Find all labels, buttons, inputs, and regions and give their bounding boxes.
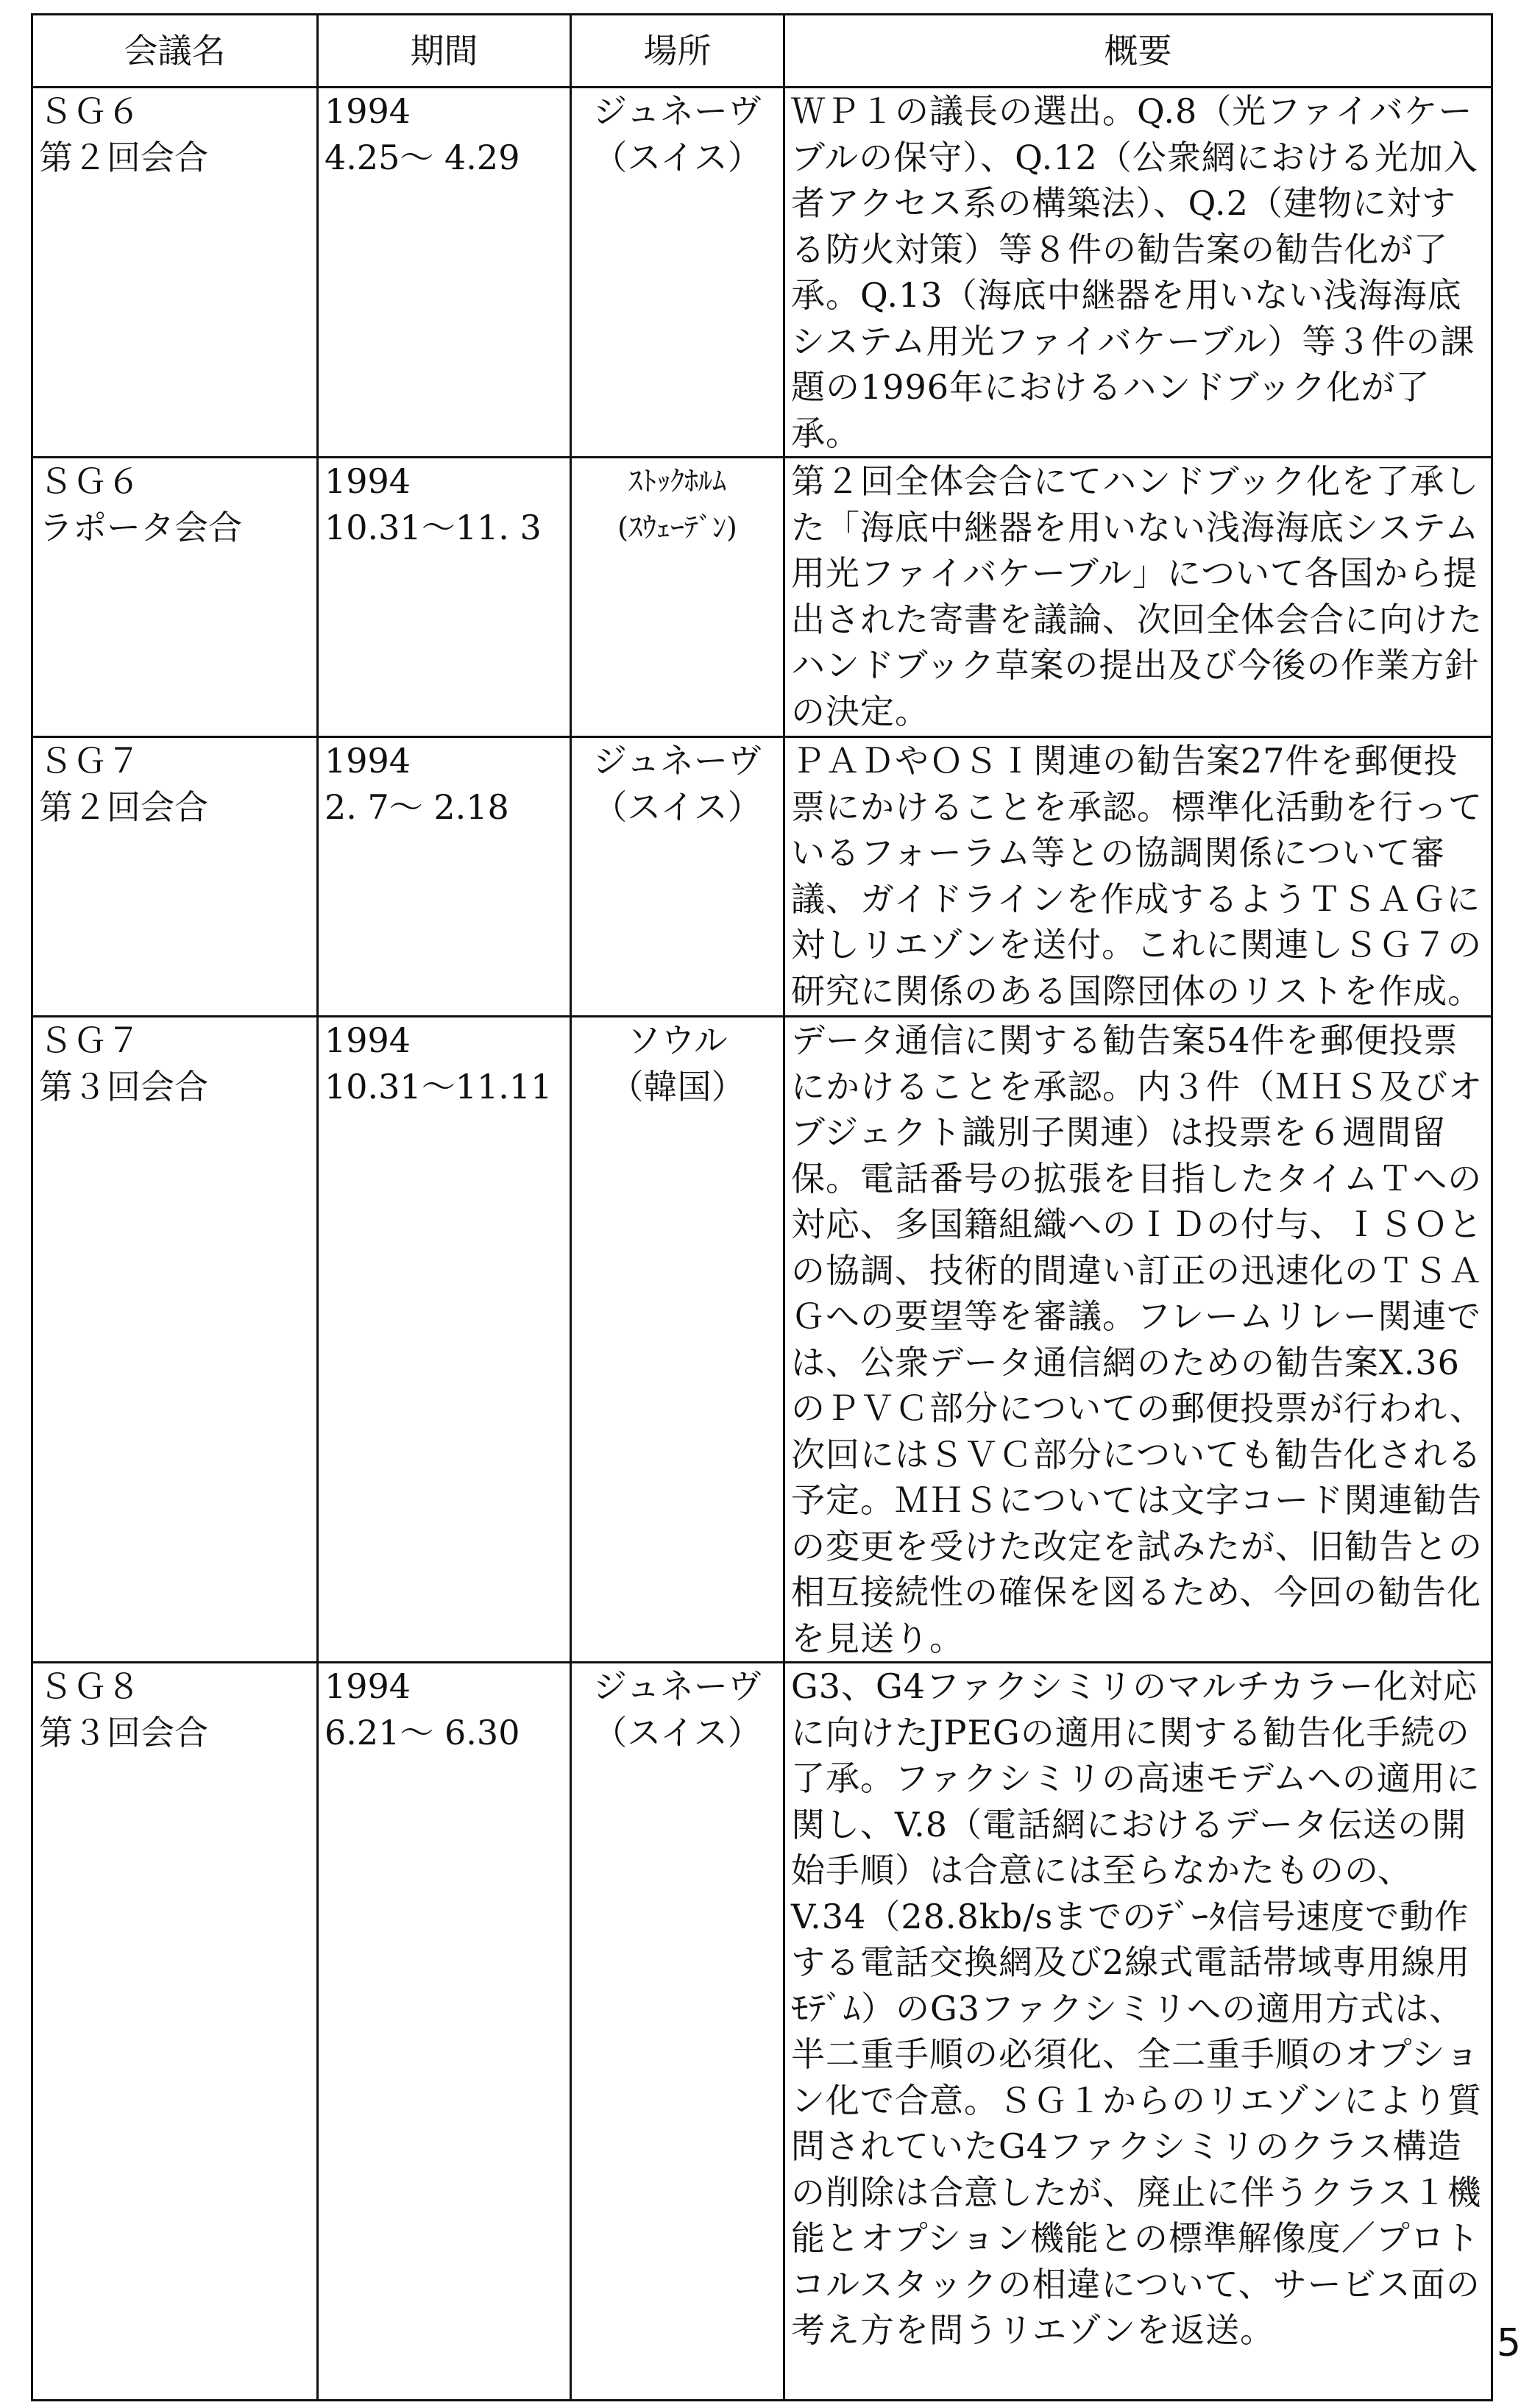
header-row (32, 15, 1492, 88)
meeting-period: 1994 10.31～11.11 (318, 1017, 571, 1663)
meeting-place: ジュネーヴ （スイス） (571, 1663, 784, 2401)
meeting-period: 1994 2. 7～ 2.18 (318, 737, 571, 1017)
meeting-summary: ＰＡＤやＯＳＩ関連の勧告案27件を郵便投票にかけることを承認。標準化活動を行っているフォーラム等との協調関係について審議、ガイドラインを作成するようＴＳＡＧに対しリエゾンを送付。これに関連しＳＧ７の研究に関係のある国際団体のリストを作成。 (784, 737, 1492, 1017)
page-number: 5 (1496, 2321, 1521, 2365)
meeting-name: ＳＧ７ 第２回会合 (32, 737, 318, 1017)
header-meeting-name: 会議名 (32, 15, 318, 88)
header-summary: 概要 (784, 15, 1492, 88)
meeting-place: ジュネーヴ （スイス） (571, 737, 784, 1017)
meeting-name: ＳＧ７ 第３回会合 (32, 1017, 318, 1663)
meeting-name: ＳＧ６ 第２回会合 (32, 88, 318, 458)
meeting-place: ソウル （韓国） (571, 1017, 784, 1663)
meeting-period: 1994 10.31～11. 3 (318, 458, 571, 737)
meetings-table (31, 13, 1493, 2401)
table-row (32, 88, 1492, 458)
table-row (32, 737, 1492, 1017)
meeting-summary: 第２回全体会合にてハンドブック化を了承した「海底中継器を用いない浅海海底システム用光ファイバケーブル」について各国から提出された寄書を議論、次回全体会合に向けたハンドブック草案の提出及び今後の作業方針の決定。 (784, 458, 1492, 737)
meeting-summary: G3、G4ファクシミリのマルチカラー化対応に向けたJPEGの適用に関する勧告化手続の了承。ファクシミリの高速モデムへの適用に関し、V.8（電話網におけるデータ伝送の開始手順）は合意には至らなかたものの、V.34（28.8kb/sまでのﾃﾞｰﾀ信号速度で動作する電話交換網及び2線式電話帯域専用線用ﾓﾃﾞﾑ）のG3ファクシミリへの適用方式は、半二重手順の必須化、全二重手順のオプション化で合意。ＳＧ１からのリエゾンにより質問されていたG4ファクシミリのクラス構造の削除は合意したが、廃止に伴うクラス１機能とオプション機能との標準解像度／プロトコルスタックの相違について、サービス面の考え方を問うリエゾンを返送。 (784, 1663, 1492, 2401)
meeting-period: 1994 4.25～ 4.29 (318, 88, 571, 458)
meeting-name: ＳＧ６ ラポータ会合 (32, 458, 318, 737)
meeting-summary: ＷＰ１の議長の選出。Q.8（光ファイバケーブルの保守）、Q.12（公衆網における光加入者アクセス系の構築法）、Q.2（建物に対する防火対策）等８件の勧告案の勧告化が了承。Q.13（海底中継器を用いない浅海海底システム用光ファイバケーブル）等３件の課題の1996年におけるハンドブック化が了承。 (784, 88, 1492, 458)
table-row (32, 1017, 1492, 1663)
header-period: 期間 (318, 15, 571, 88)
meeting-place: ｽﾄｯｸﾎﾙﾑ (ｽｳｪｰﾃﾞﾝ) (571, 458, 784, 737)
meeting-name: ＳＧ８ 第３回会合 (32, 1663, 318, 2401)
table-row (32, 1663, 1492, 2401)
meeting-period: 1994 6.21～ 6.30 (318, 1663, 571, 2401)
table-row (32, 458, 1492, 737)
meeting-summary: データ通信に関する勧告案54件を郵便投票にかけることを承認。内３件（ＭＨＳ及びオブジェクト識別子関連）は投票を６週間留保。電話番号の拡張を目指したタイムＴへの対応、多国籍組織へのＩＤの付与、ＩＳＯとの協調、技術的間違い訂正の迅速化のＴＳＡＧへの要望等を審議。フレームリレー関連では、公衆データ通信網のための勧告案X.36のＰＶＣ部分についての郵便投票が行われ、次回にはＳＶＣ部分についても勧告化される予定。ＭＨＳについては文字コード関連勧告の変更を受けた改定を試みたが、旧勧告との相互接続性の確保を図るため、今回の勧告化を見送り。 (784, 1017, 1492, 1663)
meeting-place: ジュネーヴ （スイス） (571, 88, 784, 458)
header-place: 場所 (571, 15, 784, 88)
